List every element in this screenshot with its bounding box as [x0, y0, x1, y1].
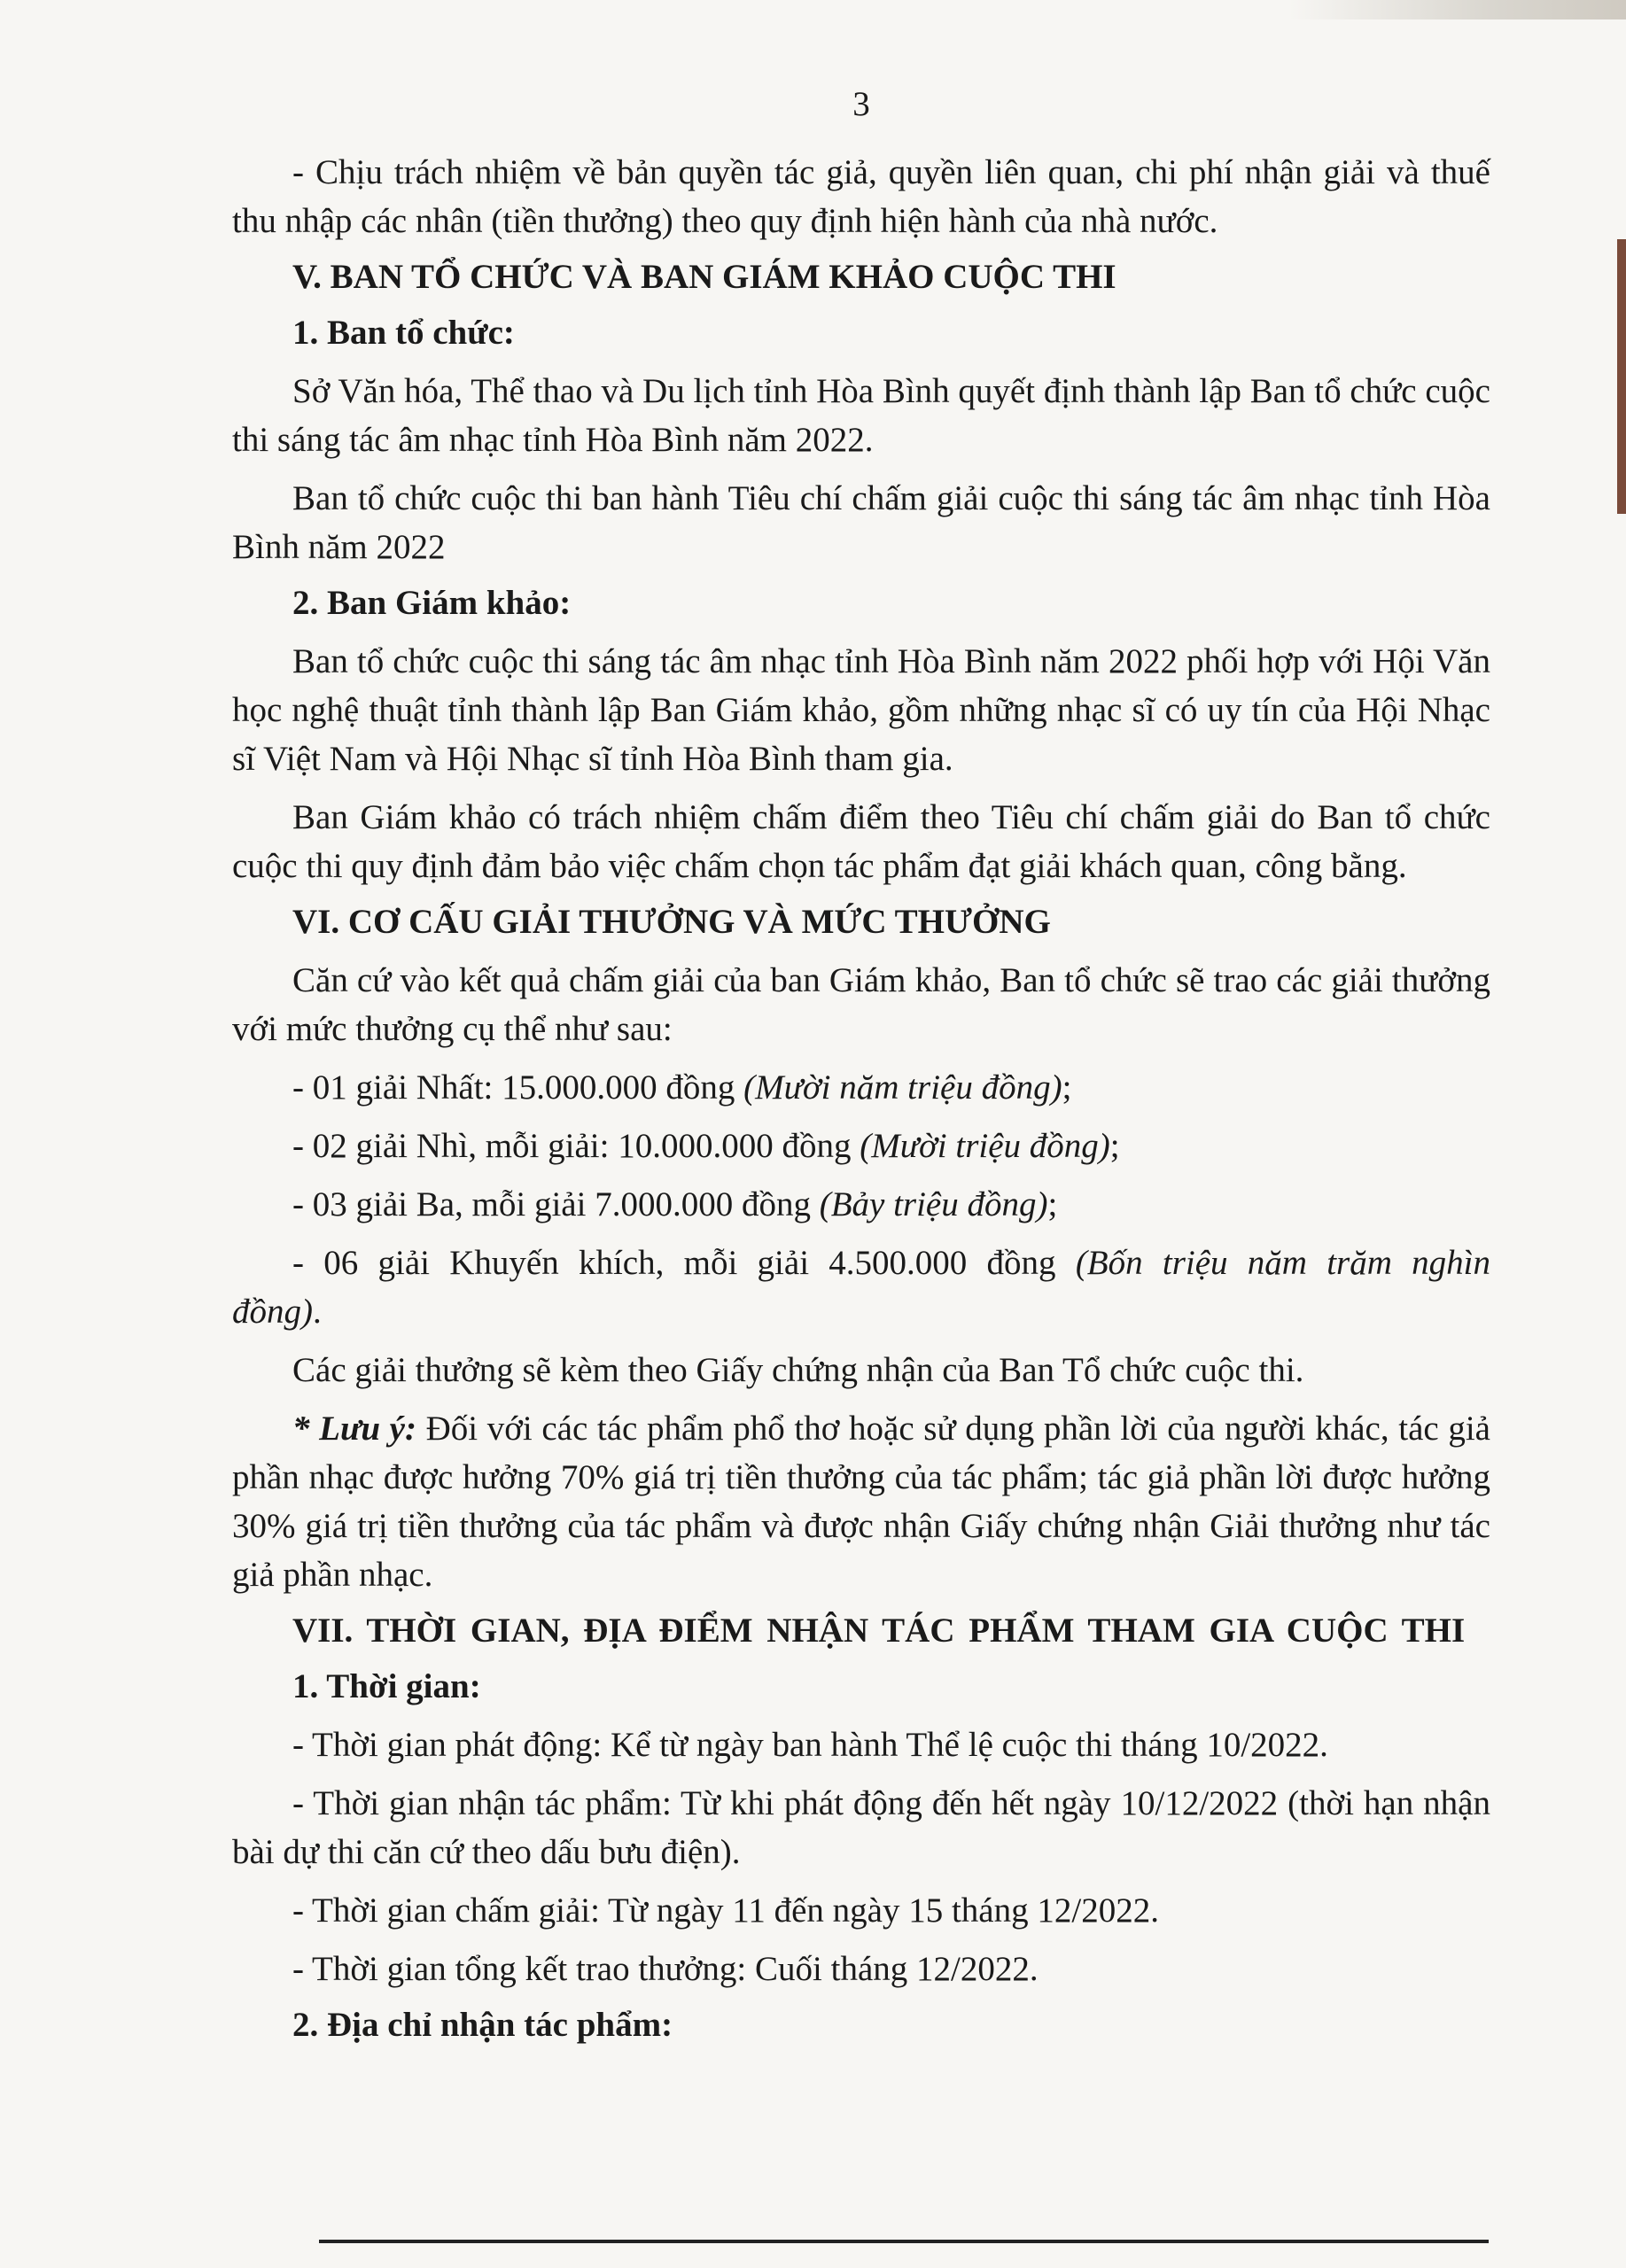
- subheading-jury: 2. Ban Giám khảo:: [292, 584, 572, 622]
- page-number: 3: [852, 85, 870, 123]
- scan-edge-top: [1289, 0, 1626, 19]
- prize-encouragement: [232, 1239, 1490, 1336]
- document-page: [232, 80, 1490, 2049]
- prize-first-text: - 01 giải Nhất: 15.000.000 đồng: [292, 1068, 744, 1107]
- prize-second-end: ;: [1109, 1127, 1120, 1165]
- subheading-organizing-board: 1. Ban tổ chức:: [292, 314, 515, 352]
- prize-third-words: (Bảy triệu đồng): [819, 1185, 1048, 1223]
- bottom-rule: [319, 2240, 1489, 2243]
- prize-second: [232, 1122, 1490, 1170]
- prize-encouragement-text: - 06 giải Khuyến khích, mỗi giải 4.500.000 đồng: [292, 1244, 1076, 1282]
- subheading-time: 1. Thời gian:: [292, 1667, 481, 1705]
- prize-first-words: (Mười năm triệu đồng): [743, 1068, 1062, 1107]
- prize-encouragement-words: (Bốn triệu năm trăm nghìn đồng): [232, 1244, 1490, 1331]
- section-heading-vii: VII. THỜI GIAN, ĐỊA ĐIỂM NHẬN TÁC PHẨM THAM GIA CUỘC THI: [292, 1612, 1466, 1650]
- prize-encouragement-end: .: [313, 1293, 322, 1331]
- paragraph-certificate: Các giải thưởng sẽ kèm theo Giấy chứng nhận của Ban Tổ chức cuộc thi.: [292, 1351, 1304, 1389]
- section-heading-v: V. BAN TỔ CHỨC VÀ BAN GIÁM KHẢO CUỘC THI: [292, 258, 1116, 296]
- prize-first: [232, 1063, 1490, 1112]
- paragraph-copyright: - Chịu trách nhiệm về bản quyền tác giả, quyền liên quan, chi phí nhận giải và thuế thu nhập các nhân (tiền thưởng) theo quy định hiện hành của nhà nước.: [232, 153, 1490, 240]
- time-judging: - Thời gian chấm giải: Từ ngày 11 đến ngày 15 tháng 12/2022.: [292, 1891, 1159, 1930]
- paragraph-prizes-intro: Căn cứ vào kết quả chấm giải của ban Giám khảo, Ban tổ chức sẽ trao các giải thưởng với mức thưởng cụ thể như sau:: [232, 961, 1490, 1048]
- time-awards: - Thời gian tổng kết trao thưởng: Cuối tháng 12/2022.: [292, 1950, 1039, 1988]
- paragraph-jury: Ban tổ chức cuộc thi sáng tác âm nhạc tỉnh Hòa Bình năm 2022 phối hợp với Hội Văn học nghệ thuật tỉnh thành lập Ban Giám khảo, gồm những nhạc sĩ có uy tín của Hội Nhạc sĩ Việt Nam và Hội Nhạc sĩ tỉnh Hòa Bình tham gia.: [232, 642, 1490, 778]
- section-heading-vi: VI. CƠ CẤU GIẢI THƯỞNG VÀ MỨC THƯỞNG: [292, 903, 1051, 941]
- prize-third-text: - 03 giải Ba, mỗi giải 7.000.000 đồng: [292, 1185, 820, 1223]
- paragraph-note: [232, 1404, 1490, 1599]
- time-submission: - Thời gian nhận tác phẩm: Từ khi phát động đến hết ngày 10/12/2022 (thời hạn nhận bài dự thi căn cứ theo dấu bưu điện).: [232, 1784, 1490, 1871]
- prize-first-end: ;: [1062, 1068, 1072, 1107]
- subheading-address: 2. Địa chỉ nhận tác phẩm:: [292, 2006, 673, 2044]
- prize-second-words: (Mười triệu đồng): [860, 1127, 1110, 1165]
- time-launch: - Thời gian phát động: Kể từ ngày ban hành Thể lệ cuộc thi tháng 10/2022.: [292, 1726, 1328, 1764]
- paragraph-criteria: Ban tổ chức cuộc thi ban hành Tiêu chí chấm giải cuộc thi sáng tác âm nhạc tỉnh Hòa Bình năm 2022: [232, 479, 1490, 566]
- paragraph-organizing-board: Sở Văn hóa, Thể thao và Du lịch tỉnh Hòa Bình quyết định thành lập Ban tổ chức cuộc thi sáng tác âm nhạc tỉnh Hòa Bình năm 2022.: [232, 372, 1490, 459]
- note-label: * Lưu ý:: [292, 1410, 416, 1448]
- prize-third-end: ;: [1047, 1185, 1058, 1223]
- prize-second-text: - 02 giải Nhì, mỗi giải: 10.000.000 đồng: [292, 1127, 860, 1165]
- paragraph-jury-duty: Ban Giám khảo có trách nhiệm chấm điểm theo Tiêu chí chấm giải do Ban tổ chức cuộc thi quy định đảm bảo việc chấm chọn tác phẩm đạt giải khách quan, công bằng.: [232, 798, 1490, 885]
- scan-edge-right: [1617, 239, 1626, 514]
- note-text: Đối với các tác phẩm phổ thơ hoặc sử dụng phần lời của người khác, tác giả phần nhạc được hưởng 70% giá trị tiền thưởng của tác phẩm; tác giả phần lời được hưởng 30% giá trị tiền thưởng của tác phẩm và được nhận Giấy chứng nhận Giải thưởng như tác giả phần nhạc.: [232, 1410, 1490, 1594]
- prize-third: [232, 1180, 1490, 1229]
